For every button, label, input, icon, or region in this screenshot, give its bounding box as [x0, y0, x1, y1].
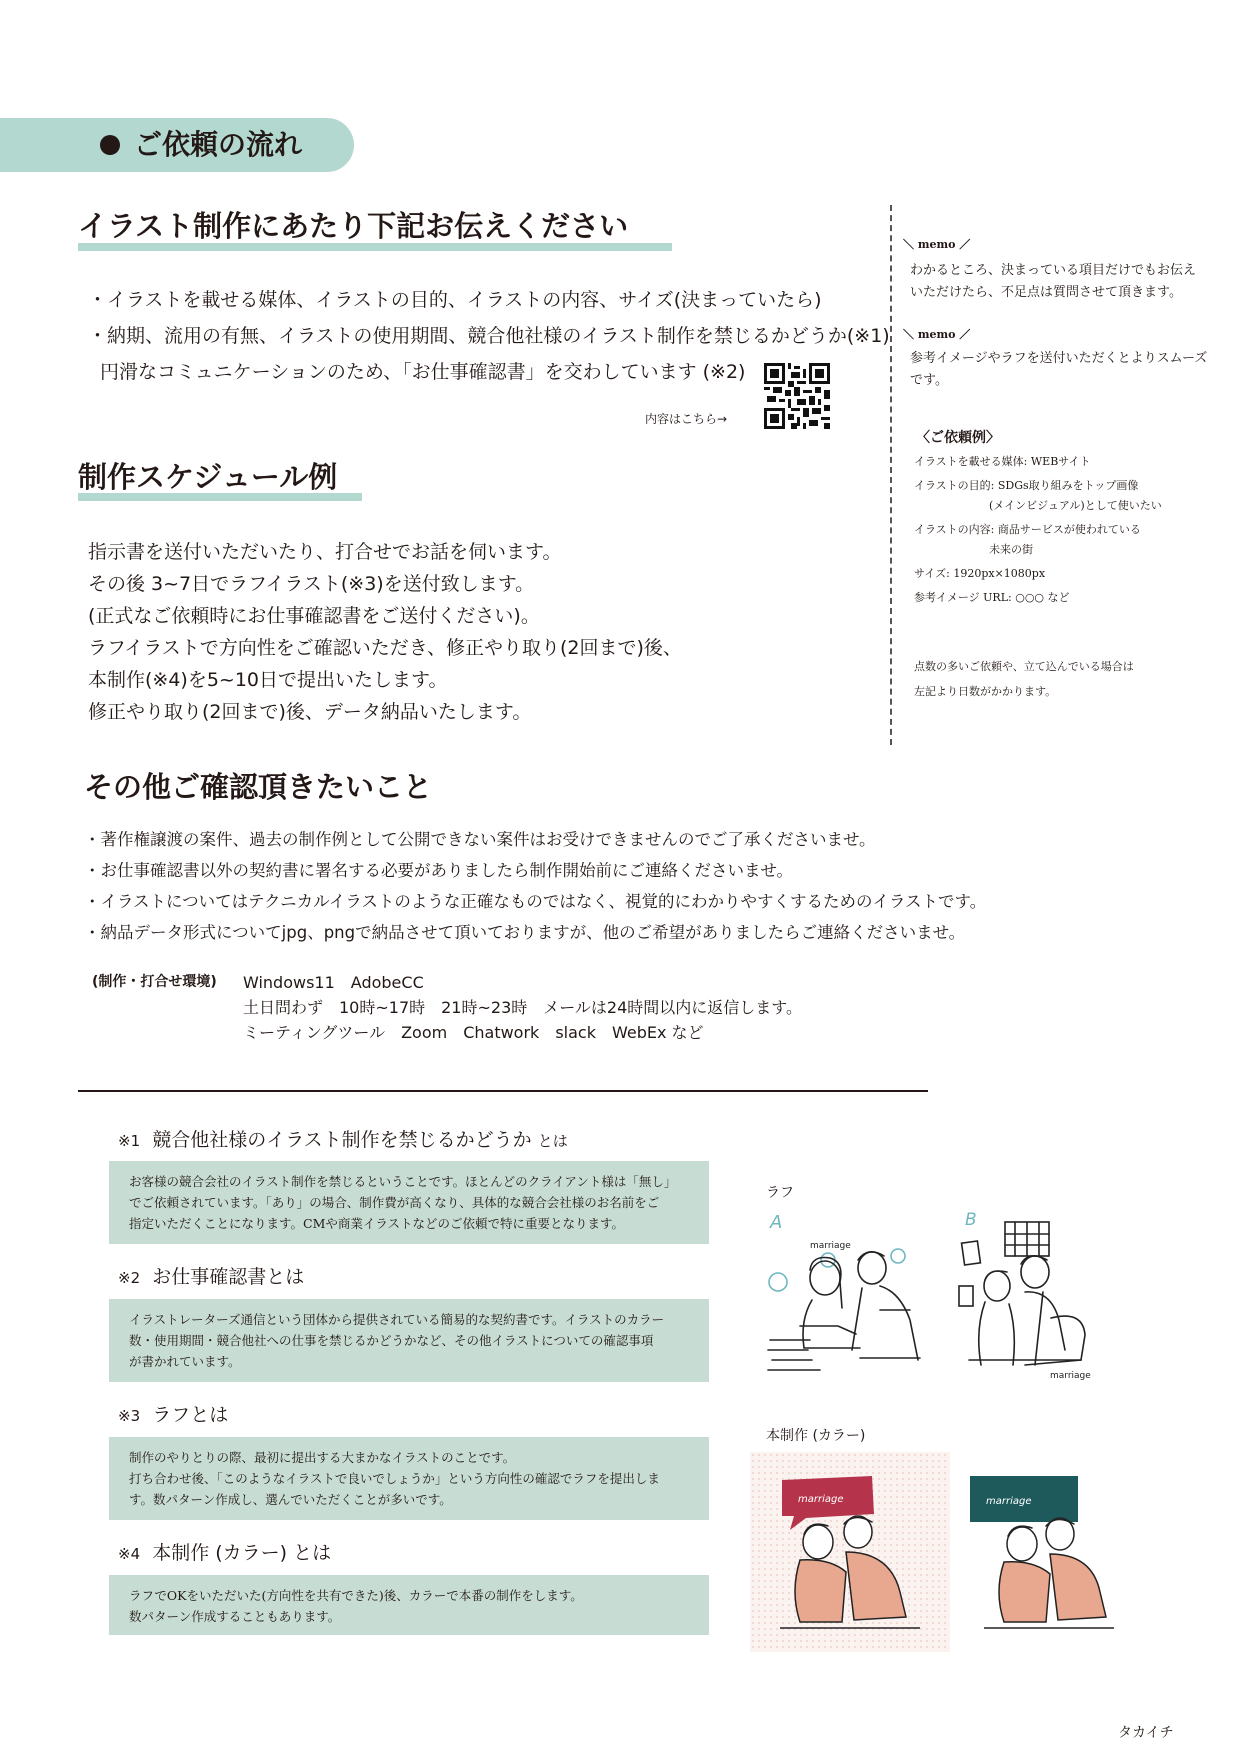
schedule-line-6: 修正やり取り(2回まで)後、データ納品いたします。: [88, 701, 532, 723]
request-line-3: 円滑なコミュニケーションのため、「お仕事確認書」を交わしています (※2): [100, 361, 746, 383]
note-3-box: 制作のやりとりの際、最初に提出する大まかなイラストのことです。 打ち合わせ後、「このようなイラストで良いでしょうか」という方向性の確認でラフを提出しま す。数パターン作成し、選んでいただくことが多いです。: [109, 1437, 709, 1520]
schedule-line-3: (正式なご依頼時にお仕事確認書をご送付ください)。: [88, 605, 540, 627]
schedule-line-2: その後 3~7日でラフイラスト(※3)を送付致します。: [88, 573, 535, 595]
note-2-box: イラストレーターズ通信という団体から提供されている簡易的な契約書です。イラストのカラー 数・使用期間・競合他社への仕事を禁じるかどうかなど、その他イラストについての確認事項 が書かれています。: [109, 1299, 709, 1382]
rough-b-sign: marriage: [1050, 1371, 1091, 1380]
other-line-3: ・イラストについてはテクニカルイラストのような正確なものではなく、視覚的にわかりやすくするためのイラストです。: [84, 892, 987, 911]
final-caption: 本制作 (カラー): [766, 1428, 866, 1444]
note-4-box: ラフでOKをいただいた(方向性を共有できた)後、カラーで本番の制作をします。 数パターン作成することもあります。: [109, 1575, 709, 1635]
note-1-title: ※1 競合他社様のイラスト制作を禁じるかどうか とは: [118, 1129, 568, 1151]
schedule-line-1: 指示書を送付いただいたり、打合せでお話を伺います。: [88, 541, 562, 563]
schedule-line-5: 本制作(※4)を5~10日で提出いたします。: [88, 669, 448, 691]
example-title: 〈ご依頼例〉: [916, 430, 1000, 446]
request-line-1: ・イラストを載せる媒体、イラストの目的、イラストの内容、サイズ(決まっていたら): [88, 289, 822, 311]
rough-b-label: B: [965, 1210, 977, 1230]
schedule-line-4: ラフイラストで方向性をご確認いただき、修正やり取り(2回まで)後、: [88, 637, 682, 659]
rough-caption: ラフ: [766, 1185, 794, 1201]
final-illustration-teal: [968, 1452, 1118, 1652]
other-line-2: ・お仕事確認書以外の契約書に署名する必要がありましたら制作開始前にご連絡くださいませ。: [84, 861, 794, 880]
section-divider: [78, 1090, 928, 1092]
memo-divider: [890, 205, 892, 745]
env-label: (制作・打合せ環境): [92, 974, 217, 990]
memo-tag-1: ＼ memo ／: [903, 238, 971, 251]
final-teal-sign: marriage: [986, 1496, 1032, 1507]
rough-a-label: A: [770, 1212, 783, 1233]
note-2-title: ※2 お仕事確認書とは: [118, 1266, 305, 1288]
request-line-2: ・納期、流用の有無、イラストの使用期間、競合他社様のイラスト制作を禁じるかどうか(※1): [88, 325, 890, 347]
note-4-title: ※4 本制作 (カラー) とは: [118, 1542, 332, 1564]
memo-1: わかるところ、決まっている項目だけでもお伝え いただけたら、不足点は質問させて頂きます。: [910, 263, 1197, 300]
section-tab: [0, 118, 354, 172]
rough-a-illustration: [760, 1230, 930, 1375]
final-red-sign: marriage: [798, 1494, 844, 1505]
qr-code-icon[interactable]: [764, 363, 830, 429]
other-line-4: ・納品データ形式についてjpg、pngで納品させて頂いておりますが、他のご希望がありましたらご連絡くださいませ。: [84, 923, 966, 942]
env-line-3: ミーティングツール Zoom Chatwork slack WebEx など: [243, 1023, 704, 1042]
memo-tag-2: ＼ memo ／: [903, 328, 971, 341]
env-line-1: Windows11 AdobeCC: [243, 973, 424, 992]
request-heading: イラスト制作にあたり下記お伝えください: [78, 209, 629, 243]
rough-a-sign: marriage: [810, 1241, 851, 1251]
other-heading: その他ご確認頂きたいこと: [84, 770, 433, 804]
memo-notice: 点数の多いご依頼や、立て込んでいる場合は 左記より日数がかかります。: [914, 660, 1134, 698]
qr-caption: 内容はこちら→: [645, 412, 728, 426]
schedule-heading: 制作スケジュール例: [78, 460, 338, 494]
note-3-title: ※3 ラフとは: [118, 1404, 229, 1426]
env-line-2: 土日問わず 10時~17時 21時~23時 メールは24時間以内に返信します。: [243, 998, 803, 1017]
example-list: イラストを載せる媒体: WEBサイト イラストの目的: SDGs取り組みをトップ画像 (メインビジュアル)として使いたい イラストの内容: 商品サービスが使われている 未来の街 サイズ: 1920px×1080px 参考イメージ URL: ○○○ など: [914, 455, 1162, 604]
signature: タカイチ: [1118, 1725, 1174, 1741]
bullet-dot-icon: [100, 135, 120, 155]
rough-b-illustration: [955, 1220, 1125, 1380]
section-title: ご依頼の流れ: [134, 128, 303, 161]
memo-2: 参考イメージやラフを送付いただくとよりスムーズ です。: [910, 351, 1208, 388]
other-line-1: ・著作権譲渡の案件、過去の制作例として公開できない案件はお受けできませんのでご了承くださいませ。: [84, 830, 876, 849]
final-illustration-red: [750, 1452, 950, 1652]
note-1-box: お客様の競合会社のイラスト制作を禁じるということです。ほとんどのクライアント様は「無し」 でご依頼されています。「あり」の場合、制作費が高くなり、具体的な競合会社様のお名前をご 指定いただくことになります。CMや商業イラストなどのご依頼で特に重要となります。: [109, 1161, 709, 1244]
